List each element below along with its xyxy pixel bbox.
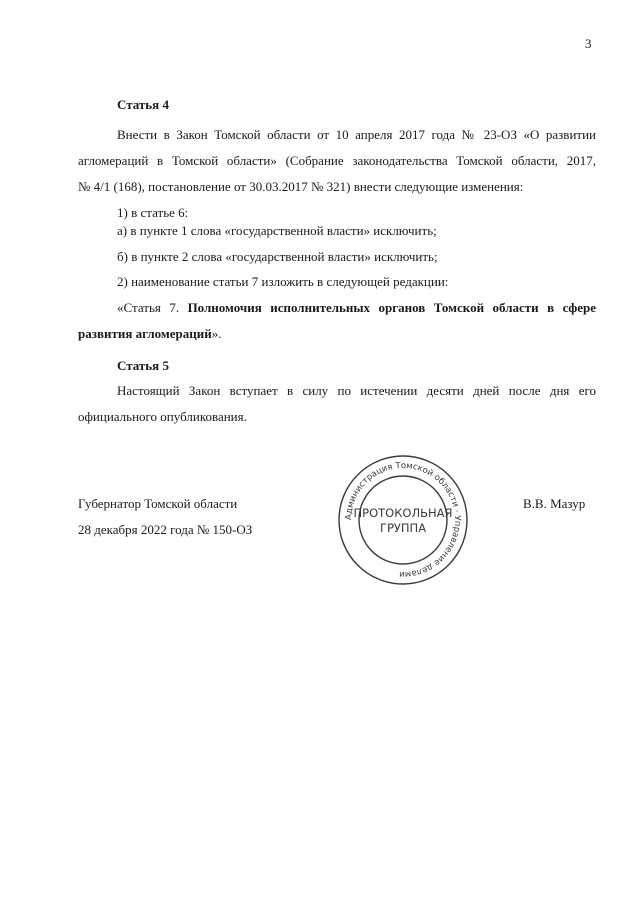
quote-prefix: «Статья 7. (117, 300, 188, 315)
signatory-name: В.В. Мазур (523, 496, 586, 511)
quote-title-bold: Полномочия исполнительных органов Томской области в сфере (187, 300, 596, 315)
seal-center-line-1: ПРОТОКОЛЬНАЯ (353, 506, 453, 520)
article-4-paragraph-line-3: № 4/1 (168), постановление от 30.03.2017 № 321) внести следующие изменения: (78, 179, 524, 194)
article-4-paragraph-line-1: Внести в Закон Томской области от 10 апреля 2017 года № 23-ОЗ «О развитии (117, 127, 596, 142)
seal-ring-textpath: Администрация Томской области · Управление делами (343, 460, 463, 580)
article-4-item-2: 2) наименование статьи 7 изложить в следующей редакции: (117, 274, 449, 289)
article-4-quote-line-2 (78, 326, 596, 342)
article-5-line-2: официального опубликования. (78, 409, 247, 424)
article-4-heading: Статья 4 (117, 97, 169, 112)
article-5-heading: Статья 5 (117, 358, 169, 373)
signatory-position: Губернатор Томской области (78, 496, 238, 511)
article-4-item-1: 1) в статье 6: (117, 205, 189, 220)
seal-center-line-2: ГРУППА (379, 521, 427, 535)
quote-suffix: ». (211, 326, 222, 341)
quote-title-bold-continued: развития агломераций (78, 326, 212, 341)
article-4-item-1a: а) в пункте 1 слова «государственной власти» исключить; (117, 223, 437, 238)
article-5-line-1: Настоящий Закон вступает в силу по истечении десяти дней после дня его (117, 383, 596, 398)
official-seal (333, 450, 473, 590)
article-4-quote-line-1 (117, 300, 596, 316)
law-date-number: 28 декабря 2022 года № 150-ОЗ (78, 522, 253, 537)
article-4-item-1b: б) в пункте 2 слова «государственной власти» исключить; (117, 249, 438, 264)
page-number: 3 (585, 36, 592, 51)
article-4-paragraph-line-2: агломераций в Томской области» (Собрание законодательства Томской области, 2017, (78, 153, 596, 168)
